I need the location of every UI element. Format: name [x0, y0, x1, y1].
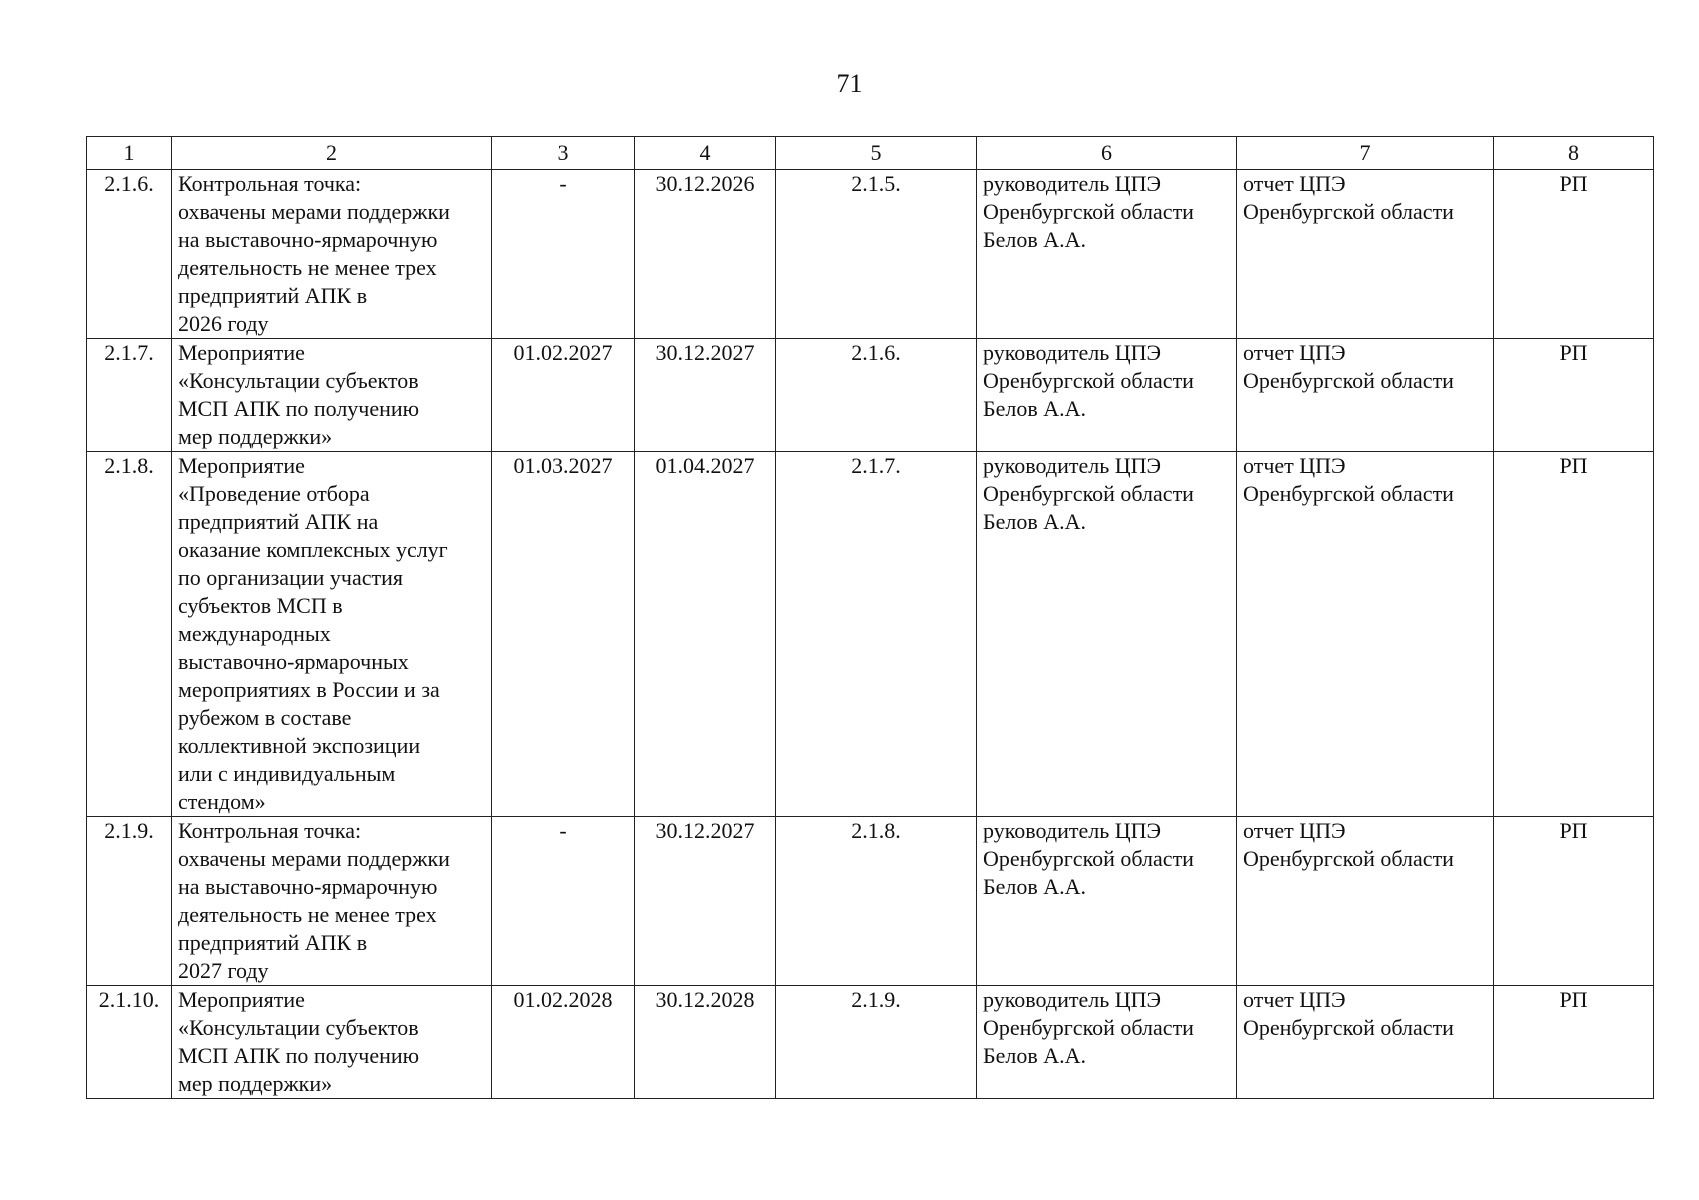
table-row [87, 986, 1654, 1099]
row-number: 2.1.7. [87, 339, 172, 452]
row-predecessor: 2.1.6. [776, 339, 977, 452]
header-row [87, 137, 1654, 170]
row-level: РП [1494, 339, 1654, 452]
row-number: 2.1.6. [87, 170, 172, 339]
row-level: РП [1494, 986, 1654, 1099]
row-responsible: руководитель ЦПЭ Оренбургской области Белов А.А. [977, 986, 1237, 1099]
table-row [87, 170, 1654, 339]
row-activity: Мероприятие «Консультации субъектов МСП АПК по получению мер поддержки» [172, 339, 492, 452]
header-col-8: 8 [1494, 137, 1654, 170]
row-document: отчет ЦПЭ Оренбургской области [1237, 339, 1494, 452]
row-level: РП [1494, 452, 1654, 817]
row-end-date: 30.12.2028 [635, 986, 776, 1099]
row-level: РП [1494, 817, 1654, 986]
row-start-date: - [492, 817, 635, 986]
row-end-date: 30.12.2027 [635, 817, 776, 986]
row-activity: Мероприятие «Проведение отбора предприятий АПК на оказание комплексных услуг по организации участия субъектов МСП в международных выставочно-ярмарочных мероприятиях в России и за рубежом в составе коллективной экспозиции или с индивидуальным стендом» [172, 452, 492, 817]
row-responsible: руководитель ЦПЭ Оренбургской области Белов А.А. [977, 339, 1237, 452]
row-predecessor: 2.1.9. [776, 986, 977, 1099]
header-col-2: 2 [172, 137, 492, 170]
row-end-date: 30.12.2026 [635, 170, 776, 339]
row-number: 2.1.8. [87, 452, 172, 817]
row-activity: Мероприятие «Консультации субъектов МСП АПК по получению мер поддержки» [172, 986, 492, 1099]
row-responsible: руководитель ЦПЭ Оренбургской области Белов А.А. [977, 452, 1237, 817]
table-row [87, 339, 1654, 452]
header-col-1: 1 [87, 137, 172, 170]
row-responsible: руководитель ЦПЭ Оренбургской области Белов А.А. [977, 817, 1237, 986]
header-col-4: 4 [635, 137, 776, 170]
row-document: отчет ЦПЭ Оренбургской области [1237, 986, 1494, 1099]
row-level: РП [1494, 170, 1654, 339]
row-predecessor: 2.1.8. [776, 817, 977, 986]
row-predecessor: 2.1.5. [776, 170, 977, 339]
header-col-6: 6 [977, 137, 1237, 170]
row-activity: Контрольная точка: охвачены мерами поддержки на выставочно-ярмарочную деятельность не менее трех предприятий АПК в 2027 году [172, 817, 492, 986]
table-row [87, 452, 1654, 817]
row-document: отчет ЦПЭ Оренбургской области [1237, 817, 1494, 986]
header-col-7: 7 [1237, 137, 1494, 170]
row-responsible: руководитель ЦПЭ Оренбургской области Белов А.А. [977, 170, 1237, 339]
header-col-3: 3 [492, 137, 635, 170]
row-start-date: 01.02.2027 [492, 339, 635, 452]
row-number: 2.1.9. [87, 817, 172, 986]
plan-table [86, 136, 1654, 1099]
row-start-date: 01.02.2028 [492, 986, 635, 1099]
table-row [87, 817, 1654, 986]
row-end-date: 01.04.2027 [635, 452, 776, 817]
row-end-date: 30.12.2027 [635, 339, 776, 452]
row-document: отчет ЦПЭ Оренбургской области [1237, 170, 1494, 339]
row-activity: Контрольная точка: охвачены мерами поддержки на выставочно-ярмарочную деятельность не менее трех предприятий АПК в 2026 году [172, 170, 492, 339]
page-number: 71 [836, 69, 863, 98]
row-start-date: 01.03.2027 [492, 452, 635, 817]
header-col-5: 5 [776, 137, 977, 170]
row-predecessor: 2.1.7. [776, 452, 977, 817]
row-start-date: - [492, 170, 635, 339]
row-document: отчет ЦПЭ Оренбургской области [1237, 452, 1494, 817]
row-number: 2.1.10. [87, 986, 172, 1099]
